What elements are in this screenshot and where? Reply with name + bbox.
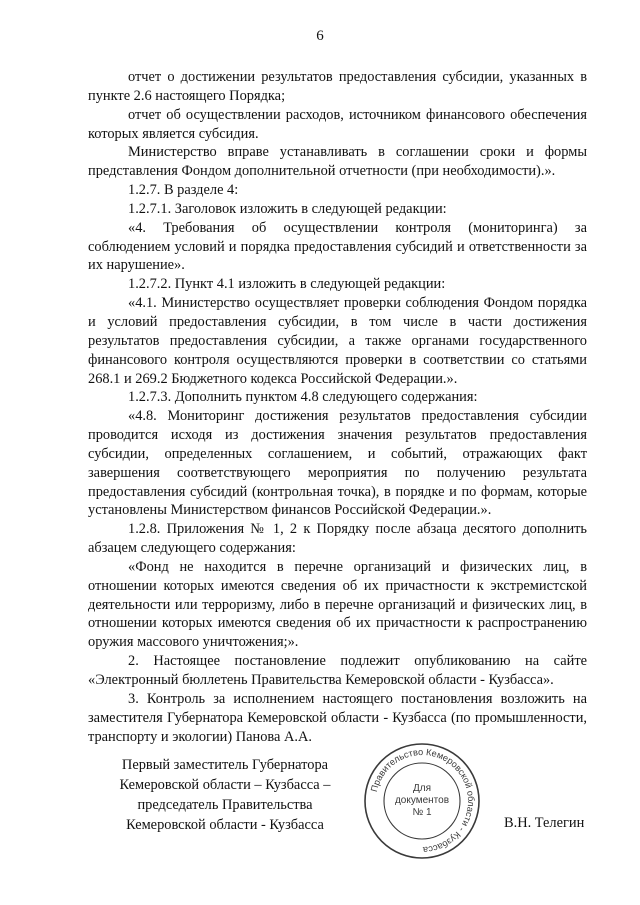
- paragraph: 1.2.7.3. Дополнить пунктом 4.8 следующего содержания:: [128, 389, 478, 406]
- signature-block: [0, 746, 640, 885]
- stamp-center-line: № 1: [412, 807, 432, 818]
- paragraph: «4. Требования об осуществлении контроля (мониторинга) за соблюдением условий и порядка предоставления субсидий и ответственности за их нарушение».: [88, 219, 587, 274]
- paragraph: «Фонд не находится в перечне организаций и физических лиц, в отношении которых имеются сведения об их причастности к экстремистской деятельности или терроризму, либо в перечне организаций и физических лиц, в отношении которых имеются сведения об их причастности к распространению оружия массового уничтожения;».: [88, 558, 587, 651]
- signer-name: В.Н. Телегин: [504, 815, 585, 831]
- stamp-ring-text: Правительство Кемеровской области - Кузбасса: [368, 746, 477, 856]
- stamp-seal-icon: [362, 741, 482, 861]
- paragraph: 1.2.7. В разделе 4:: [128, 182, 239, 199]
- signer-title-line: Первый заместитель Губернатора: [121, 757, 329, 773]
- signer-title-line: председатель Правительства: [137, 797, 313, 813]
- stamp-center-line: Для: [412, 783, 432, 794]
- document-body: [88, 68, 587, 746]
- stamp-center-line: документов: [394, 795, 450, 806]
- paragraph: 2. Настоящее постановление подлежит опубликованию на сайте «Электронный бюллетень Правительства Кемеровской области - Кузбасса».: [88, 653, 587, 688]
- signer-title: [96, 755, 354, 835]
- paragraph: 1.2.7.1. Заголовок изложить в следующей редакции:: [128, 200, 447, 217]
- paragraph: отчет об осуществлении расходов, источником финансового обеспечения которых является субсидия.: [88, 106, 587, 142]
- signer-title-line: Кемеровской области - Кузбасса: [126, 817, 324, 833]
- paragraph: 1.2.8. Приложения № 1, 2 к Порядку после абзаца десятого дополнить абзацем следующего содержания:: [88, 521, 587, 557]
- paragraph: 3. Контроль за исполнением настоящего постановления возложить на заместителя Губернатора Кемеровской области - Кузбасса (по промышленности, транспорту и экологии) Панова А.А.: [88, 690, 587, 745]
- paragraph: «4.1. Министерство осуществляет проверки соблюдения Фондом порядка и условий предоставления субсидии, в том числе в части достижения результатов предоставления субсидии, а также органами государственного финансового контроля осуществляются проверки в соответствии со статьями 268.1 и 269.2 Бюджетного кодекса Российской Федерации.».: [88, 295, 587, 387]
- paragraph: «4.8. Мониторинг достижения результатов предоставления субсидии проводится исходя из достижения значения результатов предоставления субсидии, определенных соглашением, и событий, отражающих факт завершения соответствующего мероприятия по получению результата предоставления субсидий (контрольная точка), в порядке и по формам, которые установлены Министерством финансов Российской Федерации.».: [88, 408, 587, 519]
- signer-title-line: Кемеровской области – Кузбасса –: [119, 777, 331, 793]
- paragraph: Министерство вправе устанавливать в соглашении сроки и формы представления Фондом дополнительной отчетности (при необходимости).».: [88, 144, 587, 180]
- official-stamp: [362, 741, 482, 861]
- paragraph: отчет о достижении результатов предоставления субсидии, указанных в пункте 2.6 настоящего Порядка;: [88, 69, 587, 104]
- paragraph: 1.2.7.2. Пункт 4.1 изложить в следующей редакции:: [128, 276, 446, 293]
- page-number: 6: [316, 28, 324, 44]
